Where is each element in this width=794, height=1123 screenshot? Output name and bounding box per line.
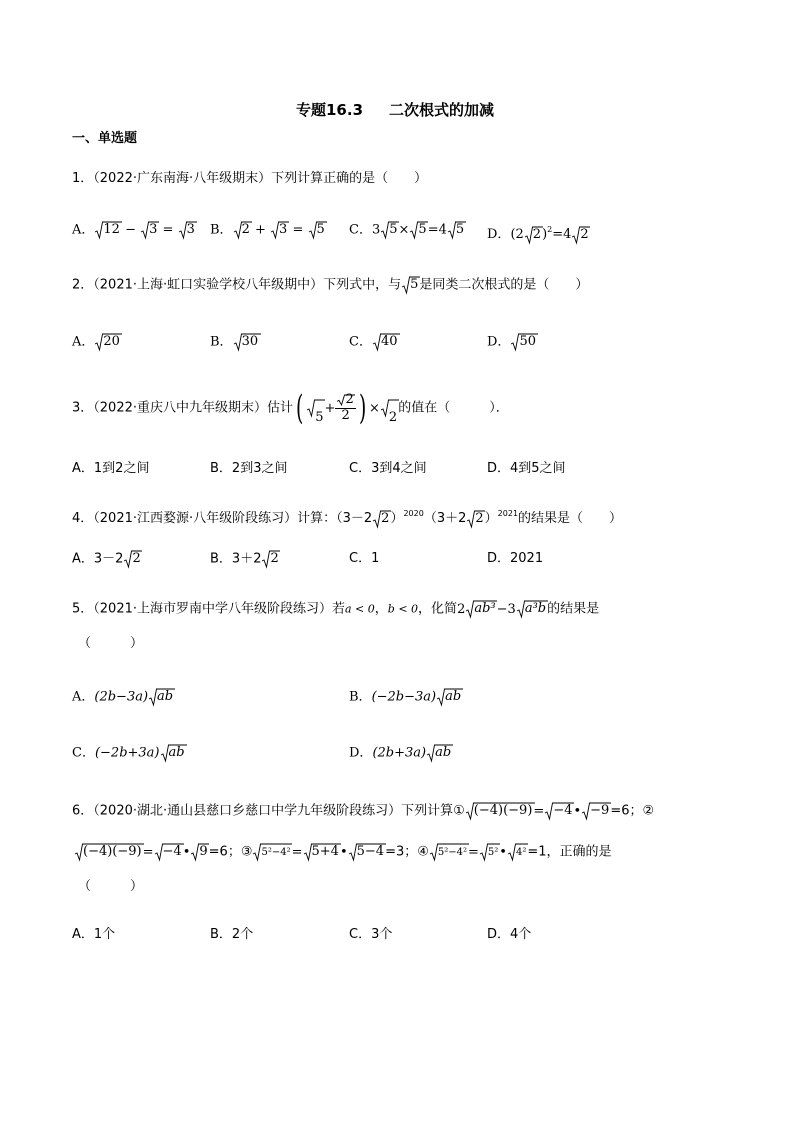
q4-option-d[interactable]: D．2021 <box>487 551 544 566</box>
q5-option-b[interactable]: B．(−2b−3a) ab <box>349 687 462 708</box>
q3-option-d[interactable]: D．4到5之间 <box>487 461 566 476</box>
radical: ab <box>160 743 186 763</box>
radical: 5²−4² <box>252 842 291 862</box>
radical: (−4)(−9) <box>74 842 143 862</box>
radical: 5² <box>479 842 499 862</box>
radical: 40 <box>372 332 399 352</box>
page-title <box>296 100 494 120</box>
radical: 2 <box>261 549 279 569</box>
radical: 2 <box>571 225 589 245</box>
fraction: $\frac{2}{2}$ <box>335 393 355 423</box>
section-heading: 一、单选题 <box>72 131 138 146</box>
q1-option-c[interactable]: C．3 5× 5=4 5 <box>349 220 465 241</box>
radical: ab <box>436 687 462 707</box>
radical: 2 <box>336 393 354 407</box>
radical: 2 <box>524 225 542 245</box>
radical: ab³ <box>465 599 496 619</box>
radical: 12 <box>94 220 121 240</box>
right-paren: ) <box>358 388 367 428</box>
question-1-stem: 1．（2022·广东南海·八年级期末）下列计算正确的是（ ） <box>72 171 428 186</box>
q6-option-d[interactable]: D．4个 <box>487 927 532 942</box>
radical: 5²−4² <box>429 842 468 862</box>
radical: 5 <box>409 220 427 240</box>
title-prefix: 专题16.3 <box>296 101 364 119</box>
question-5-blank: （ ） <box>78 636 144 651</box>
radical: ab <box>148 687 174 707</box>
q3-option-c[interactable]: C．3到4之间 <box>349 461 427 476</box>
question-3-stem: 3．（2022·重庆八中九年级期末）估计( 5+ $\frac{2}{2}$ ) × 2的值在（ ）． <box>72 388 509 428</box>
question-6-blank: （ ） <box>78 879 144 894</box>
radical: 4² <box>507 842 527 862</box>
radical: 50 <box>510 332 537 352</box>
q1-option-b[interactable]: B． 2 + 3 = 5 <box>210 220 326 241</box>
q6-option-a[interactable]: A．1个 <box>72 927 116 942</box>
q6-option-c[interactable]: C．3个 <box>349 927 393 942</box>
title-text: 二次根式的加减 <box>389 101 495 119</box>
radical: 9 <box>190 842 208 862</box>
q1-option-a[interactable]: A． 12 − 3 = 3 <box>72 220 196 241</box>
q4-option-a[interactable]: A．3－2 2 <box>72 549 142 570</box>
radical: −4 <box>154 842 183 862</box>
radical: 5+4 <box>303 842 340 862</box>
q3-option-b[interactable]: B．2到3之间 <box>210 461 288 476</box>
radical: 5 <box>401 275 419 295</box>
q6-option-b[interactable]: B．2个 <box>210 927 254 942</box>
q4-option-b[interactable]: B．3＋2 2 <box>210 549 280 570</box>
q5-option-a[interactable]: A．(2b−3a) ab <box>72 687 174 708</box>
radical: 3 <box>270 220 288 240</box>
q1-option-d[interactable]: D．(2 2)$^2$=4 2 <box>487 220 590 245</box>
radical: 5−4 <box>348 842 385 862</box>
radical: 30 <box>233 332 260 352</box>
q2-option-c[interactable]: C． 40 <box>349 332 399 353</box>
radical: 5 <box>308 220 326 240</box>
radical: a³b <box>516 599 547 619</box>
question-6-stem-line-2: (−4)(−9)= −4• 9=6；③ 5²−4²= 5+4• 5−4=3；④ 5²−4²= 5²• 4²=1，正确的是 <box>74 842 612 863</box>
radical: 5 <box>306 398 324 418</box>
q2-option-d[interactable]: D． 50 <box>487 332 537 353</box>
question-6-stem-line-1: 6．（2020·湖北·通山县慈口乡慈口中学九年级阶段练习）下列计算① (−4)(−9)= −4• −9=6；② <box>72 801 654 822</box>
radical: 3 <box>178 220 196 240</box>
question-2-stem: 2．（2021·上海·虹口实验学校八年级期中）下列式中，与 5是同类二次根式的是（ ） <box>72 275 588 296</box>
q2-option-b[interactable]: B． 30 <box>210 332 259 353</box>
radical: 3 <box>140 220 158 240</box>
radical: −4 <box>544 801 573 821</box>
q2-option-a[interactable]: A． 20 <box>72 332 121 353</box>
question-4-stem: 4．（2021·江西婺源·八年级阶段练习）计算：（3－2 2）$^{2020}$（3＋2 2）$^{2021}$的结果是（ ） <box>72 504 622 529</box>
question-5-stem: 5．（2021·上海市罗南中学八年级阶段练习）若a < 0，b < 0，化简2 ab³−3 a³b的结果是 <box>72 599 599 620</box>
radical: 2 <box>233 220 251 240</box>
q5-option-d[interactable]: D．(2b+3a) ab <box>349 743 452 764</box>
radical: ab <box>426 743 452 763</box>
radical: 2 <box>380 398 398 418</box>
radical: 2 <box>466 509 484 529</box>
q3-option-a[interactable]: A．1到2之间 <box>72 461 150 476</box>
radical: 2 <box>123 549 141 569</box>
radical: 20 <box>94 332 121 352</box>
radical: 5 <box>447 220 465 240</box>
q5-option-c[interactable]: C．(−2b+3a) ab <box>72 743 186 764</box>
radical: 2 <box>372 509 390 529</box>
radical: 5 <box>380 220 398 240</box>
radical: −9 <box>581 801 610 821</box>
q4-option-c[interactable]: C．1 <box>349 551 380 566</box>
left-paren: ( <box>295 388 304 428</box>
radical: (−4)(−9) <box>465 801 534 821</box>
